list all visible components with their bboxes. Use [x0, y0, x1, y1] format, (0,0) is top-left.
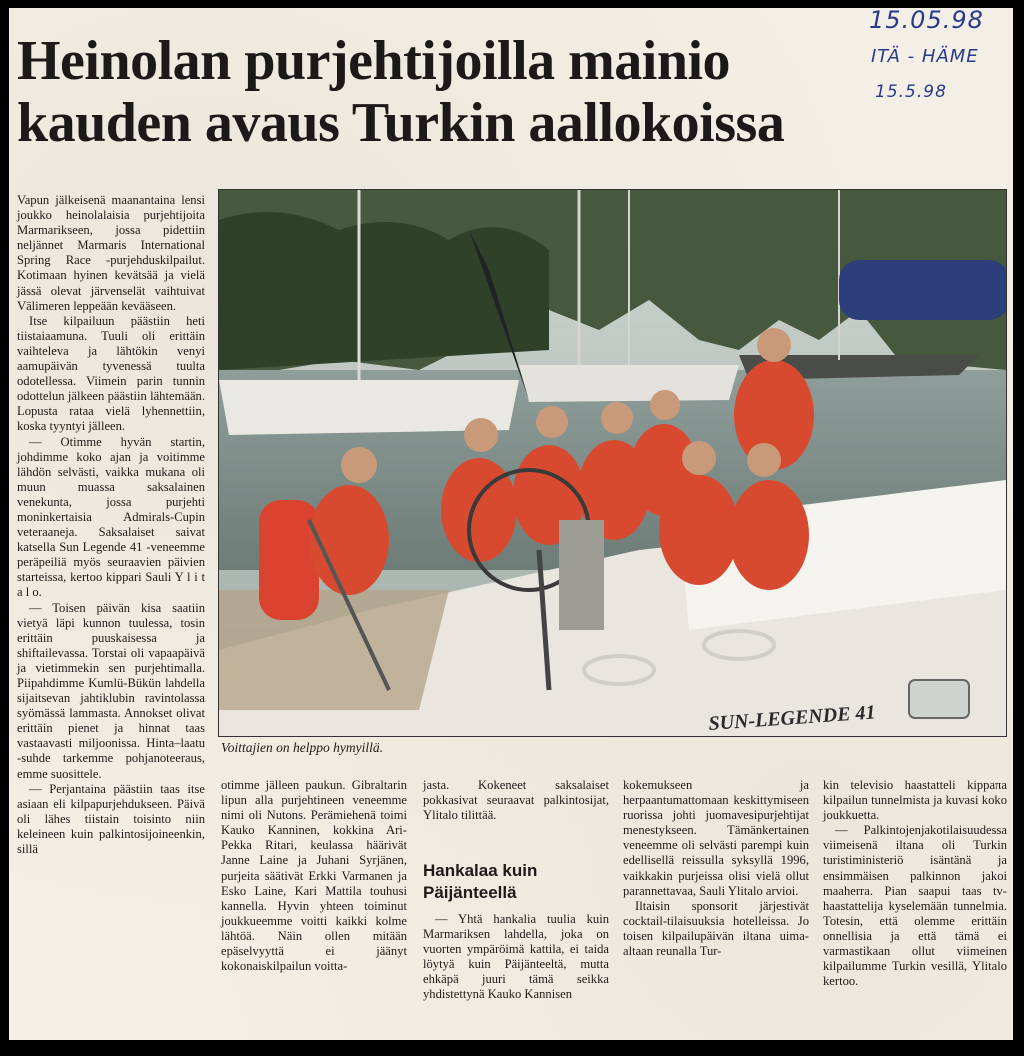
- paragraph: — Toisen päivän kisa saatiin vietyä läpi kunnon tuulessa, tosin erittäin puuskaisessa ja shiftailevassa. Torstai oli vapaapäivä ja vietimmekin sen purjehtimalla. Piipahdimme Kumlü-Bükün lahdella sijaitsevan jahtiklubin ravintolassa syömässä lammasta. Annokset olivat erittäin pienet ja hinnat taas vastaavasti miljoonissa. Hinta–laatu -suhde tarkemme pohjanoteeraus, emme suosittele.: [17, 600, 205, 781]
- paragraph: Iltaisin sponsorit järjestivät cocktail-tilaisuuksia hotelleissa. Jo toisen kilpailupäivän iltana uima-altaan reunalla Tur-: [623, 898, 809, 959]
- headline: [17, 30, 867, 154]
- article-column-1: [17, 193, 205, 857]
- photo-caption: Voittajien on helppo hymyillä.: [221, 740, 383, 755]
- handwritten-date: 15.05.98: [869, 6, 984, 34]
- paragraph: — Perjantaina päästiin taas itse asiaan eli kilpapurjehdukseen. Päivä oli lähes tiistain toisinto niin keleineen kuin palkintosijoineenkin, sillä: [17, 781, 205, 857]
- article-column-3-top: [423, 778, 609, 823]
- paragraph: Itse kilpailuun päästiin heti tiistaiaamuna. Tuuli oli erittäin vaihteleva ja lähtökin venyi aamupäivän tyvenessä tuulta odotellessa. Viimein parin tunnin odottelun jälkeen päästiin lähtemään. Lopusta rataa vielä lyhennettiin, koska tyyntyi jälleen.: [17, 313, 205, 434]
- newspaper-clipping: [9, 8, 1013, 1040]
- boat-lettering: SUN-LEGENDE 41: [707, 701, 877, 735]
- paragraph: — Yhtä hankalia tuulia kuin Marmariksen lahdella, joka on vuorten ympäröimä kattila, ei taida löytyä kuin Päijänteeltä, mutta ehkäpä juuri tämä seikka yhdistettynä Kauko Kannisen: [423, 912, 609, 1002]
- subheading-line-2: Päijänteellä: [423, 883, 517, 902]
- paragraph: otimme jälleen paukun. Gibraltarin lipun alla purjehtineen veneemme nimi oli Nutons. Perämiehenä toimi Kauko Kanninen, kokkina Ari-Pekka Ritari, keulassa häärivät Janne Laine ja Juhani Syrjänen, purjeita säätivät Erkki Varmanen ja Esko Laine, Kari Mattila touhusi kannella. Hyvin yhteen toiminut joukkueemme voitti kaikki kolme lähtöä. Näin ollen mitään epäselvyyttä ei jäänyt kokonaiskilpailun voitta-: [221, 778, 407, 974]
- handwritten-source: ITÄ - HÄME: [871, 46, 979, 67]
- article-column-2: [221, 778, 407, 974]
- article-subheading: [423, 860, 623, 904]
- paragraph: kin televisio haastatteli kippaπa kilpailun tunnelmista ja kuvasi koko joukkuetta.: [823, 778, 1007, 823]
- paragraph: kokemukseen ja herpaantumattomaan keskittymiseen ruorissa johti juomavesipurjehtijat menestykseen. Tämänkertainen veneemme oli selvästi parempi kuin edellisellä reissulla syksyllä 1996, vaikkakin purjeissa olisi vielä ollut parannettavaa, Sauli Ylitalo arvioi.: [623, 778, 809, 898]
- headline-line-1: Heinolan purjehtijoilla mainio: [17, 30, 731, 92]
- paragraph: jasta. Kokeneet saksalaiset pokkasivat seuraavat palkintosijat, Ylitalo tilittää.: [423, 778, 609, 823]
- handwritten-date-2: 15.5.98: [875, 82, 947, 102]
- paragraph: Vapun jälkeisenä maanantaina lensi joukko heinolalaisia purjehtijoita Marmarikseen, jossa pidettiin neljännet Marmaris International Spring Race -purjehduskilpailut. Kotimaan hyinen kevätsää ja vielä jässä olevat järvenselät vaihtuivat Välimeren leppeään kevääseen.: [17, 193, 205, 313]
- article-column-4: [623, 778, 809, 959]
- subheading-line-1: Hankalaa kuin: [423, 861, 538, 880]
- article-column-5: [823, 778, 1007, 989]
- paragraph: — Palkintojenjakotilaisuudessa viimeisenä iltana oli Turkin turistiministeriö isäntänä ja ensimmäisen palkinnon jakoi maaherra. Pian saapui taas tv-haastattelija kyselemään tunnelmia. Totesin, että olemme erittäin onnellisia ja että tämä ei varmastikaan ollut viimeinen kilpailumme Turkin vesillä, Ylitalo kertoo.: [823, 823, 1007, 989]
- photo-illustration: [219, 190, 1006, 736]
- paragraph: — Otimme hyvän startin, johdimme koko ajan ja voitimme lähdön selvästi, vaikka mukana oli muun muassa saksalainen venekunta, jossa purjehti moninkertaisia Admirals-Cupin veteraaneja. Saksalaiset saivat katsella Sun Legende 41 -veneemme peräpeiliä myös seuraavien päivien starteissa, kertoo kippari Sauli Y l i t a l o.: [17, 434, 205, 600]
- headline-line-2: kauden avaus Turkin aallokoissa: [17, 92, 785, 154]
- article-column-3-bottom: [423, 912, 609, 1003]
- sailing-crew-photo: [218, 189, 1007, 737]
